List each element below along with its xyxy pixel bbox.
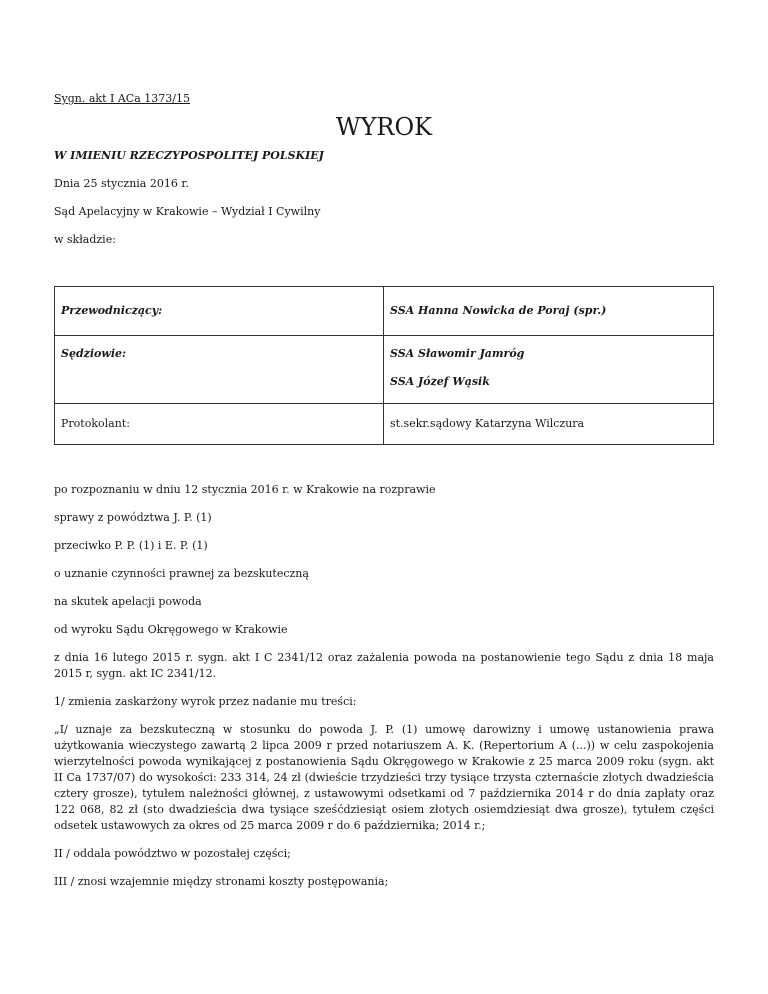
- judge-name: SSA Józef Wąsik: [390, 375, 490, 388]
- table-cell: [384, 336, 714, 404]
- paragraph: na skutek apelacji powoda: [54, 595, 202, 608]
- court-name: Sąd Apelacyjny w Krakowie – Wydział I Cywilny: [54, 205, 321, 218]
- clerk-label: Protokolant:: [61, 417, 130, 430]
- table-cell: [384, 287, 714, 336]
- paragraph: 1/ zmienia zaskarżony wyrok przez nadanie mu treści:: [54, 695, 357, 708]
- paragraph: przeciwko P. P. (1) i E. P. (1): [54, 539, 208, 552]
- judgment-date: Dnia 25 stycznia 2016 r.: [54, 177, 189, 190]
- table-row: [55, 287, 714, 336]
- judges-label: Sędziowie:: [61, 347, 127, 360]
- paragraph: sprawy z powództwa J. P. (1): [54, 511, 212, 524]
- clerk-name: st.sekr.sądowy Katarzyna Wilczura: [390, 417, 585, 430]
- table-row: [55, 336, 714, 404]
- paragraph: „I/ uznaje za bezskuteczną w stosunku do powoda J. P. (1) umowę darowizny i umowę ustanowienia prawa użytkowania wieczystego zawartą 2 lipca 2009 r przed notariuszem A. K. (Repertorium A (...)) w celu zaspokojenia wierzytelności powoda wynikającej z postanowienia Sądu Okręgowego w Krakowie z 25 marca 2009 roku (sygn. akt II Ca 1737/07) do wysokości: 233 314, 24 zł (dwieście trzydzieści trzy tysiące trzysta czternaście złotych dwadzieścia cztery grosze), tytułem należności głównej, z ustawowymi odsetkami od 7 października 2014 r do dnia zapłaty oraz 122 068, 82 zł (sto dwadzieścia dwa tysiące sześćdziesiąt osiem złotych osiemdziesiąt dwa grosze), tytułem części odsetek ustawowych za okres od 25 marca 2009 r do 6 października; 2014 r.;: [54, 723, 714, 832]
- judge-name: SSA Sławomir Jamróg: [390, 347, 525, 360]
- table-cell: [55, 404, 384, 445]
- paragraph: II / oddala powództwo w pozostałej części;: [54, 847, 291, 860]
- court-panel-table: [54, 286, 714, 445]
- composition-label: w składzie:: [54, 233, 116, 246]
- case-number: Sygn. akt I ACa 1373/15: [54, 92, 190, 105]
- paragraph: od wyroku Sądu Okręgowego w Krakowie: [54, 623, 288, 636]
- table-cell: [55, 336, 384, 404]
- paragraph: z dnia 16 lutego 2015 r. sygn. akt I C 2341/12 oraz zażalenia powoda na postanowienie tego Sądu z dnia 18 maja 2015 r, sygn. akt IC 2341/12.: [54, 651, 714, 680]
- document-subtitle: W IMIENIU RZECZYPOSPOLITEJ POLSKIEJ: [54, 149, 324, 162]
- document-title: WYROK: [335, 113, 433, 141]
- chair-label: Przewodniczący:: [61, 304, 163, 317]
- table-cell: [55, 287, 384, 336]
- chair-name: SSA Hanna Nowicka de Poraj (spr.): [390, 304, 607, 317]
- table-row: [55, 404, 714, 445]
- paragraph: III / znosi wzajemnie między stronami koszty postępowania;: [54, 875, 389, 888]
- paragraph: o uznanie czynności prawnej za bezskuteczną: [54, 567, 309, 580]
- table-cell: [384, 404, 714, 445]
- paragraph: po rozpoznaniu w dniu 12 stycznia 2016 r. w Krakowie na rozprawie: [54, 483, 436, 496]
